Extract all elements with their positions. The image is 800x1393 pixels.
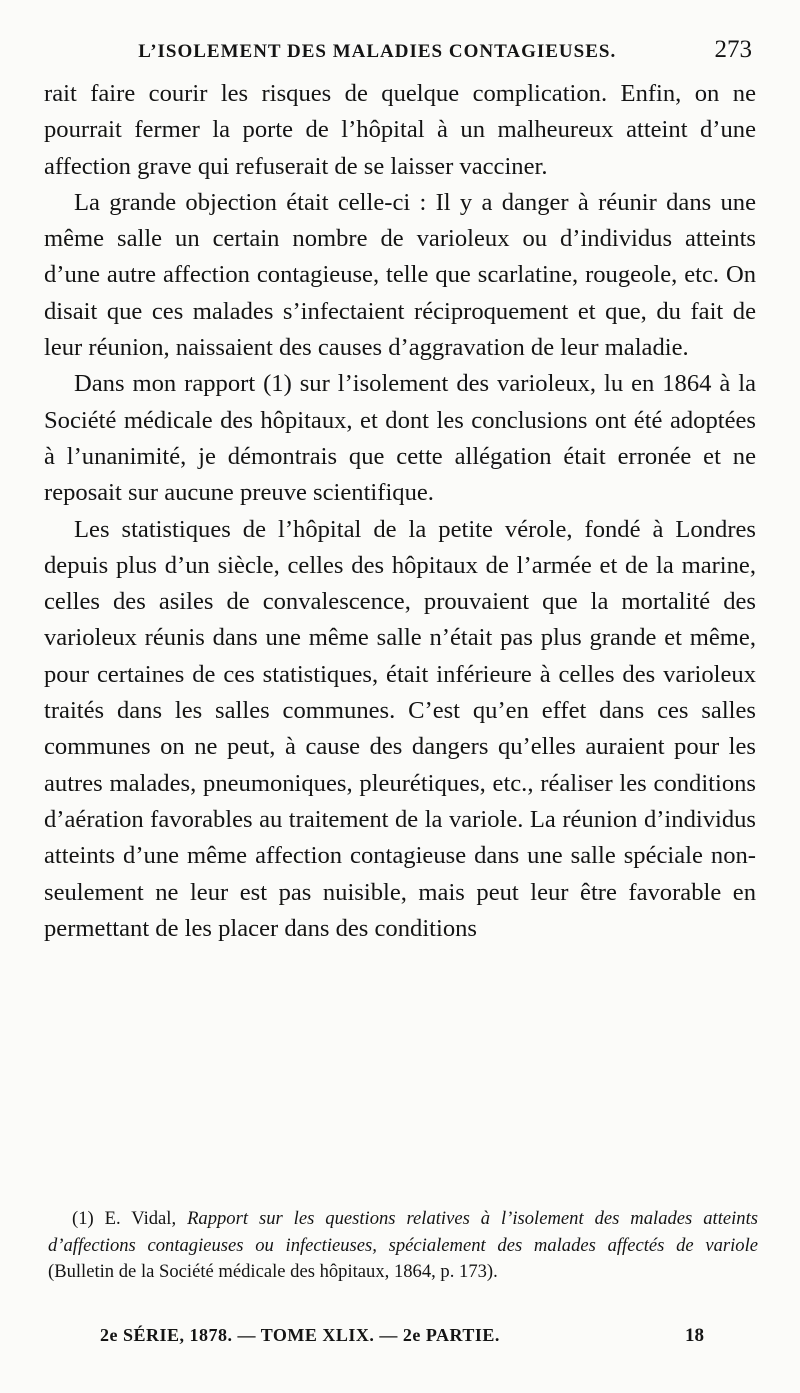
footnote (48, 1206, 758, 1286)
signature-text: 2e SÉRIE, 1878. — TOME XLIX. — 2e PARTIE. (100, 1325, 500, 1345)
running-title: L’ISOLEMENT DES MALADIES CONTAGIEUSES. (138, 41, 617, 62)
body-text (44, 76, 756, 947)
footnote-source: (Bulletin de la Société médicale des hôpitaux, 1864, p. 173). (48, 1261, 498, 1282)
paragraph-statistics: Les statistiques de l’hôpital de la petite vérole, fondé à Londres depuis plus d’un siècle, celles des hôpitaux de l’armée et de la marine, celles des asiles de convalescence, prouvaient que la mortalité des varioleux réunis dans une même salle n’était pas plus grande et même, pour certaines de ces statistiques, était inférieure à celles des varioleux traités dans les salles communes. C’est qu’en effet dans ces salles communes on ne peut, à cause des dangers qu’elles auraient pour les autres malades, pneumoniques, pleurétiques, etc., réaliser les conditions d’aération favorables au traitement de la variole. La réunion d’individus atteints d’une même affection contagieuse dans une salle spéciale non-seulement ne leur est pas nuisible, mais peut leur être favorable en permettant de les placer dans des conditions (44, 515, 756, 942)
signature-line (100, 1325, 704, 1347)
signature-number: 18 (685, 1325, 704, 1346)
footnote-marker: (1) (72, 1208, 94, 1229)
paragraph-continuation: rait faire courir les risques de quelque complication. Enfin, on ne pourrait fermer la porte de l’hôpital à un malheureux atteint d’une affection grave qui refuserait de se laisser vacciner. (44, 80, 756, 180)
page-header (60, 36, 752, 70)
footnote-author: E. Vidal, (104, 1208, 177, 1229)
paragraph-report: Dans mon rapport (1) sur l’isolement des varioleux, lu en 1864 à la Société médicale des hôpitaux, et dont les conclusions ont été adoptées à l’unanimité, je démontrais que cette allégation était erronée et ne reposait sur aucune preuve scientifique. (44, 370, 756, 507)
footnote-title: Rapport sur les questions relatives à l’isolement des malades atteints d’affections contagieuses ou infectieuses, spécialement des malades affectés de variole (48, 1208, 758, 1256)
paragraph-objection: La grande objection était celle-ci : Il y a danger à réunir dans une même salle un certain nombre de varioleux ou d’individus atteints d’une autre affection contagieuse, telle que scarlatine, rougeole, etc. On disait que ces malades s’infectaient réciproquement et que, du fait de leur réunion, naissaient des causes d’aggravation de leur maladie. (44, 188, 756, 362)
page-number: 273 (714, 36, 752, 63)
